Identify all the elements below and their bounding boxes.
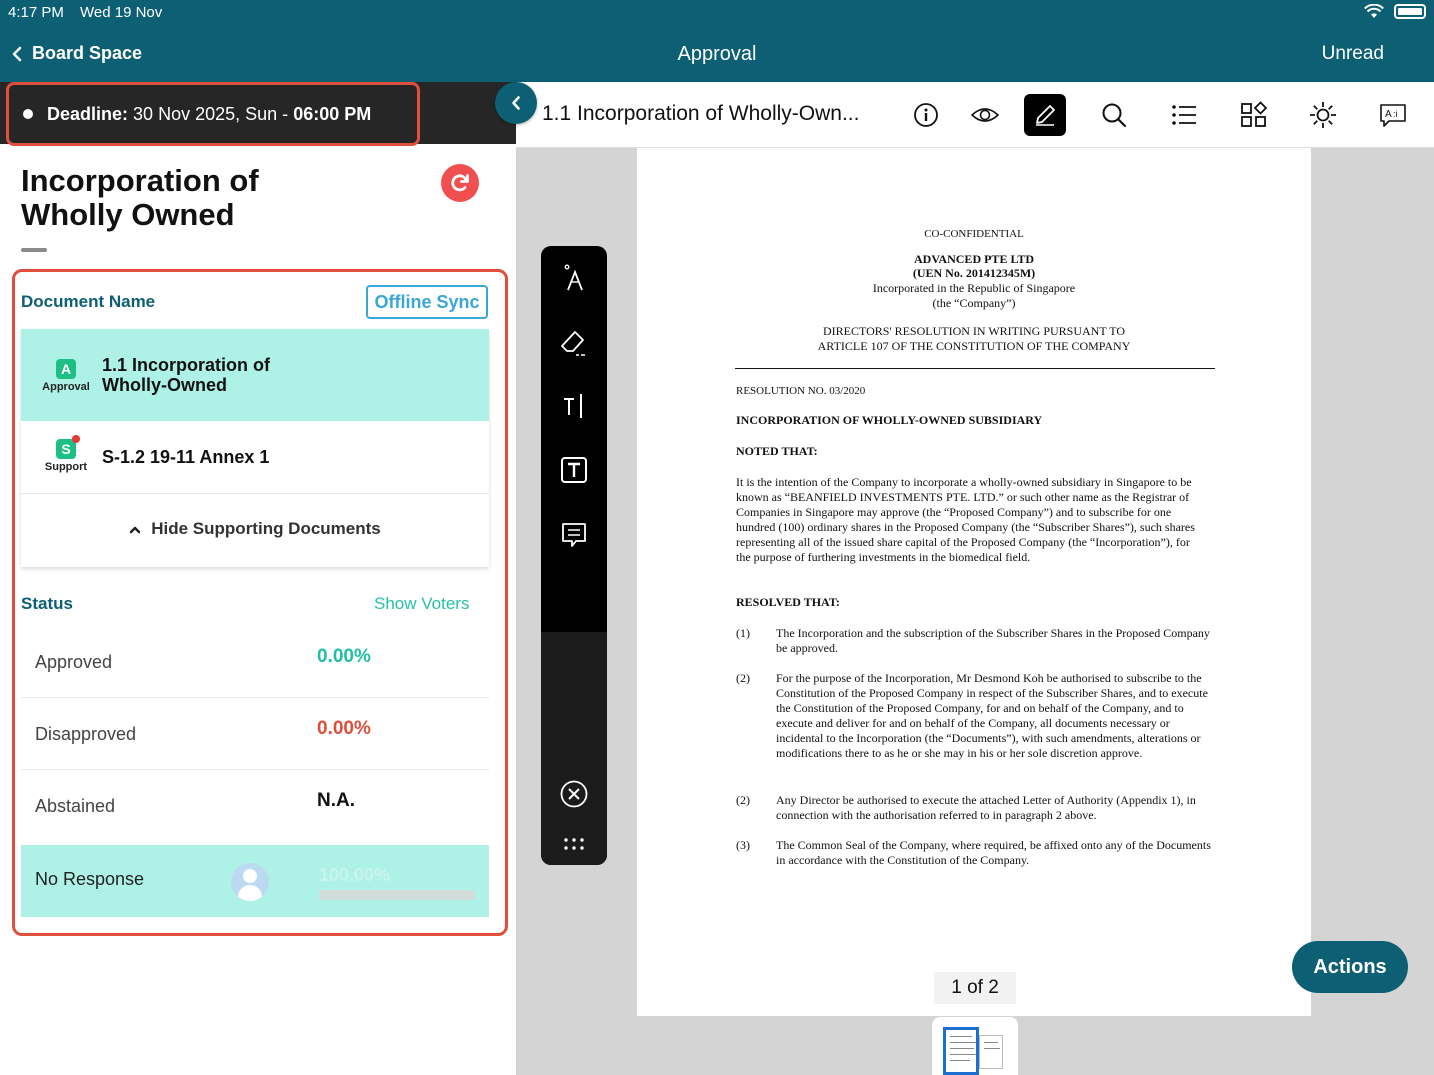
hide-supporting-label: Hide Supporting Documents — [151, 519, 381, 538]
dots-grid-icon — [563, 837, 585, 851]
info-button[interactable] — [905, 94, 947, 136]
draw-tool[interactable] — [558, 262, 590, 294]
divider — [21, 769, 489, 770]
annotate-button[interactable] — [1024, 94, 1066, 136]
clock-icon — [23, 109, 33, 119]
deadline-text — [47, 104, 371, 125]
view-button[interactable] — [964, 94, 1006, 136]
comment-tool[interactable] — [558, 519, 590, 551]
status-row-label: Disapproved — [35, 724, 137, 744]
status-row-no-response[interactable] — [21, 845, 489, 917]
refresh-button[interactable] — [441, 164, 479, 202]
page-item-text: For the purpose of the Incorporation, Mr Desmond Koh be authorised to subscribe to the Constitution of the Proposed Company in respect of the Subscriber Shares, and to execute the Constitution of the Proposed Company, for and on behalf of the Company, and to execute and deliver for and on behalf of the Company, all documents necessary or incidental to the Incorporation (the “Documents”), with such amendments, alterations or modifications there to as he or she may in his or her sole discretion approve. — [776, 671, 1208, 760]
divider — [21, 697, 489, 698]
page-heading-2: ARTICLE 107 OF THE CONSTITUTION OF THE COMPANY — [817, 339, 1131, 353]
thumbnails-button[interactable] — [1233, 94, 1275, 136]
back-button[interactable] — [12, 43, 142, 64]
svg-text:A: A — [1385, 109, 1392, 120]
chevron-left-icon — [511, 95, 521, 111]
status-row-value: N.A. — [317, 790, 355, 811]
info-icon — [913, 102, 939, 128]
document-item-approval[interactable] — [21, 329, 489, 421]
document-status-card — [12, 269, 508, 936]
text-box-icon — [560, 456, 588, 484]
page-resolution-no: RESOLUTION NO. 03/2020 — [736, 385, 866, 397]
thumbnail-line — [950, 1036, 972, 1037]
document-name-label: Document Name — [21, 292, 156, 311]
left-panel — [0, 82, 516, 1075]
text-size-button[interactable] — [1372, 94, 1414, 136]
status-label: Status — [21, 594, 73, 613]
pen-nib-icon — [562, 264, 586, 292]
deadline-time: 06:00 PM — [293, 103, 372, 124]
page-item-text: The Common Seal of the Company, where required, be affixed onto any of the Documents in accordance with the Constitution of the Company. — [776, 838, 1211, 867]
support-badge — [39, 439, 93, 473]
page-item-text: The Incorporation and the subscription of the Subscriber Shares in the Proposed Company be approved. — [776, 626, 1210, 655]
deadline-bar — [0, 82, 516, 144]
outline-button[interactable] — [1163, 94, 1205, 136]
deadline-separator: - — [282, 103, 289, 124]
page-rule — [735, 368, 1215, 369]
page-confidential: CO-CONFIDENTIAL — [924, 228, 1024, 240]
drag-handle[interactable] — [558, 828, 590, 860]
support-badge-letter: S — [61, 441, 71, 457]
page-item-num: (1) — [736, 626, 750, 640]
sun-icon — [1308, 100, 1338, 130]
status-time: 4:17 PM — [8, 4, 64, 21]
chevron-up-icon — [129, 525, 141, 534]
status-row-value: 0.00% — [317, 718, 371, 739]
offline-sync-button[interactable]: Offline Sync — [366, 285, 488, 319]
page-title: Incorporation of Wholly Owned — [21, 163, 259, 232]
document-page — [637, 148, 1311, 1016]
thumbnail-page-1[interactable] — [943, 1027, 979, 1075]
document-item-name: S-1.2 19-11 Annex 1 — [102, 447, 270, 467]
deadline-box — [6, 82, 420, 146]
pencil-icon — [1032, 102, 1058, 128]
page-item-num: (3) — [736, 838, 750, 852]
progress-fill — [319, 890, 475, 900]
viewer-toolbar — [516, 82, 1434, 148]
page-thumbnail-strip[interactable] — [932, 1017, 1018, 1075]
thumbnail-line — [984, 1048, 1000, 1049]
avatar — [231, 863, 269, 901]
document-item-name: 1.1 Incorporation of Wholly-Owned — [102, 355, 271, 395]
thumbnail-line — [950, 1060, 970, 1061]
annotation-toolbar — [541, 246, 607, 865]
status-icons — [1364, 4, 1426, 19]
unread-button[interactable]: Unread — [1321, 43, 1384, 64]
notification-dot — [72, 435, 80, 443]
support-badge-icon — [56, 439, 76, 459]
status-row-label: Abstained — [35, 796, 116, 816]
status-row-approved — [21, 628, 489, 698]
thumbnail-line — [950, 1054, 976, 1055]
page-item-text: Any Director be authorised to execute the attached Letter of Authority (Appendix 1), in connection with the authorisation referred to in paragraph 2 above. — [776, 793, 1196, 822]
document-viewer[interactable] — [516, 148, 1434, 1075]
list-icon — [1171, 103, 1197, 127]
status-row-abstained — [21, 772, 489, 842]
page-indicator: 1 of 2 — [934, 972, 1016, 1004]
page-item-num: (2) — [736, 671, 750, 685]
wifi-icon — [1364, 4, 1384, 19]
svg-text::i: :i — [1393, 109, 1398, 119]
thumbnail-line — [950, 1048, 974, 1049]
approval-badge-icon: A — [56, 359, 76, 379]
page-company-alias: (the “Company”) — [932, 296, 1016, 310]
thumbnail-line — [950, 1042, 976, 1043]
thumbnail-line — [984, 1042, 998, 1043]
eye-icon — [970, 105, 1000, 125]
brightness-button[interactable] — [1302, 94, 1344, 136]
chevron-left-icon — [12, 46, 22, 62]
actions-button[interactable]: Actions — [1292, 941, 1408, 993]
nav-title: Approval — [677, 43, 757, 65]
page-resolved: RESOLVED THAT: — [736, 595, 840, 609]
close-tools-button[interactable] — [558, 778, 590, 810]
approval-badge — [39, 359, 93, 393]
close-circle-icon — [559, 779, 589, 809]
document-item-support[interactable] — [21, 421, 489, 493]
text-box-tool[interactable] — [558, 454, 590, 486]
deadline-date: 30 Nov 2025, Sun — [133, 103, 278, 124]
status-row-disapproved — [21, 700, 489, 770]
search-icon — [1101, 102, 1127, 128]
search-button[interactable] — [1093, 94, 1135, 136]
grid-icon — [1240, 101, 1268, 129]
text-tool[interactable] — [558, 390, 590, 422]
page-company: ADVANCED PTE LTD — [913, 252, 1035, 266]
page-noted-body: It is the intention of the Company to incorporate a wholly-owned subsidiary in Singapore to be known as “BEANFIELD INVESTMENTS PTE. LTD.” or such other name as the Registrar of Companies in Singapore may approve (the “Proposed Company”) and to subscribe for one hundred (100) ordinary shares in the Proposed Company (the “Subscriber Shares”), such shares representing all of the issued share capital of the Proposed Company (the “Incorporation”), for the purpose of furthering investments in the biomedical field. — [736, 475, 1195, 564]
back-label: Board Space — [32, 43, 143, 63]
title-underline — [21, 248, 47, 252]
status-row-value: 0.00% — [317, 646, 371, 667]
battery-icon — [1394, 4, 1426, 19]
viewer-title: 1.1 Incorporation of Wholly-Own... — [542, 102, 860, 125]
text-cursor-icon — [562, 393, 586, 419]
comment-icon — [560, 521, 588, 549]
no-response-progress — [319, 890, 475, 900]
page-heading-1: DIRECTORS' RESOLUTION IN WRITING PURSUANT TO — [822, 324, 1126, 338]
page-subject: INCORPORATION OF WHOLLY-OWNED SUBSIDIARY — [736, 413, 1043, 427]
deadline-label: Deadline: — [47, 103, 129, 124]
document-list — [21, 329, 489, 567]
page-incorporated: Incorporated in the Republic of Singapore — [872, 281, 1076, 295]
no-response-value: 100.00% — [319, 865, 391, 885]
page-item-num: (2) — [736, 793, 750, 807]
eraser-tool[interactable] — [558, 326, 590, 358]
divider — [21, 493, 489, 494]
text-bubble-icon — [1379, 102, 1407, 128]
collapse-panel-button[interactable] — [495, 82, 537, 124]
status-row-label: Approved — [35, 652, 113, 672]
status-date: Wed 19 Nov — [80, 4, 163, 21]
refresh-icon — [448, 171, 472, 195]
page-noted: NOTED THAT: — [736, 444, 818, 458]
hide-supporting-button[interactable] — [21, 519, 489, 539]
approval-badge-label: Approval — [42, 381, 90, 393]
status-row-label: No Response — [35, 869, 145, 889]
eraser-icon — [559, 328, 589, 356]
support-badge-label: Support — [44, 461, 88, 473]
top-bar — [0, 0, 1434, 82]
thumbnail-page-2[interactable] — [979, 1035, 1003, 1069]
show-voters-link[interactable]: Show Voters — [374, 594, 470, 613]
page-uen: (UEN No. 201412345M) — [912, 266, 1036, 280]
